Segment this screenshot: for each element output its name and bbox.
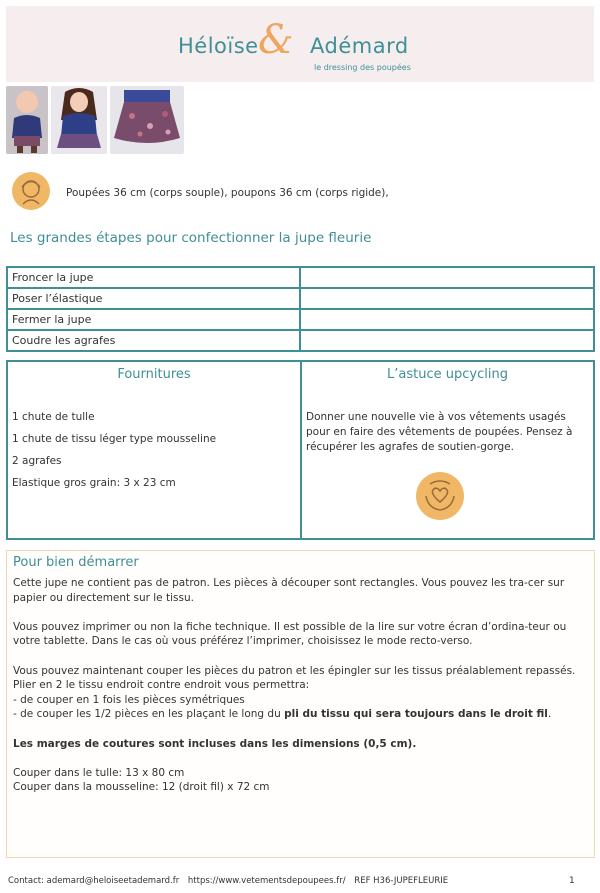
- supplies-title: Fournitures: [117, 367, 191, 382]
- step-label: Fermer la jupe: [7, 309, 300, 330]
- upcycling-text: Donner une nouvelle vie à vos vêtements usagés pour en faire des vêtements de poupées. Pensez à récupérer les agrafes de soutien-gorge.: [306, 411, 573, 453]
- table-row: [7, 288, 594, 309]
- upcycling-box: [300, 360, 595, 540]
- paragraph: - de couper en 1 fois les pièces symétriques: [13, 693, 245, 706]
- footer-url[interactable]: https://www.vetementsdepoupees.fr/: [187, 876, 346, 886]
- brand-name-ademard: Adémard: [310, 34, 409, 58]
- upcycling-title: L’astuce upcycling: [387, 367, 508, 382]
- paragraph: Vous pouvez maintenant couper les pièces du patron et les épingler sur les tissus préalablement repassés.: [13, 664, 576, 677]
- paragraph: Couper dans le tulle: 13 x 80 cm: [13, 766, 185, 779]
- paragraph: Cette jupe ne contient pas de patron. Les pièces à découper sont rectangles. Vous pouvez les tra-cer sur papier ou directement sur le tissu.: [13, 577, 565, 604]
- footer-contact: Contact: ademard@heloiseetademard.fr: [8, 876, 180, 886]
- list-item: Elastique gros grain: 3 x 23 cm: [12, 477, 176, 489]
- supplies-box: [6, 360, 302, 540]
- brand-logo: [178, 17, 409, 63]
- bold-text-run: pli du tissu qui sera toujours dans le droit fil: [284, 708, 548, 721]
- header-banner: [6, 6, 594, 82]
- skirt-thumbnail: [110, 86, 184, 154]
- list-item: 1 chute de tissu léger type mousseline: [12, 433, 217, 445]
- step-notes-cell: [300, 288, 594, 309]
- doll-face-icon: [12, 172, 50, 210]
- list-item: 1 chute de tulle: [12, 411, 95, 423]
- step-notes-cell: [300, 330, 594, 351]
- table-row: [7, 330, 594, 351]
- steps-table: [6, 266, 595, 352]
- brand-tagline: le dressing des poupées: [314, 63, 411, 72]
- page-number: 1: [569, 876, 575, 886]
- doll-sizes-text: Poupées 36 cm (corps souple), poupons 36 cm (corps rigide),: [66, 187, 389, 199]
- supplies-list: [12, 406, 216, 494]
- steps-heading: Les grandes étapes pour confectionner la jupe fleurie: [10, 230, 372, 246]
- brand-ampersand: &: [258, 17, 295, 63]
- list-item: 2 agrafes: [12, 455, 62, 467]
- paragraph: Plier en 2 le tissu endroit contre endroit vous permettra:: [13, 679, 310, 692]
- step-notes-cell: [300, 309, 594, 330]
- footer: [8, 876, 454, 886]
- paragraph: Vous pouvez imprimer ou non la fiche technique. Il est possible de la lire sur votre écran d’ordina-teur ou votre tablette. Dans le cas où vous préférez l’imprimer, choisissez le mode recto-verso.: [13, 620, 567, 648]
- step-label: Poser l’élastique: [7, 288, 300, 309]
- step-label: Froncer la jupe: [7, 267, 300, 288]
- paragraph: [13, 707, 588, 722]
- getting-started-title: Pour bien démarrer: [13, 555, 139, 570]
- doll-thumbnail-1: [6, 86, 48, 154]
- hands-heart-icon: [416, 472, 464, 520]
- step-label: Coudre les agrafes: [7, 330, 300, 351]
- table-row: [7, 309, 594, 330]
- paragraph: Couper dans la mousseline: 12 (droit fil) x 72 cm: [13, 781, 270, 794]
- text-run: .: [547, 708, 552, 721]
- table-row: [7, 267, 594, 288]
- doll-thumbnail-2: [51, 86, 107, 154]
- step-notes-cell: [300, 267, 594, 288]
- brand-name-heloise: Héloïse: [178, 34, 259, 58]
- paragraph: Les marges de coutures sont incluses dans les dimensions (0,5 cm).: [13, 737, 417, 750]
- footer-ref: REF H36-JUPEFLEURIE: [354, 876, 449, 886]
- getting-started-box: [6, 550, 595, 858]
- text-run: - de couper les 1/2 pièces en les plaçant le long du: [13, 708, 285, 721]
